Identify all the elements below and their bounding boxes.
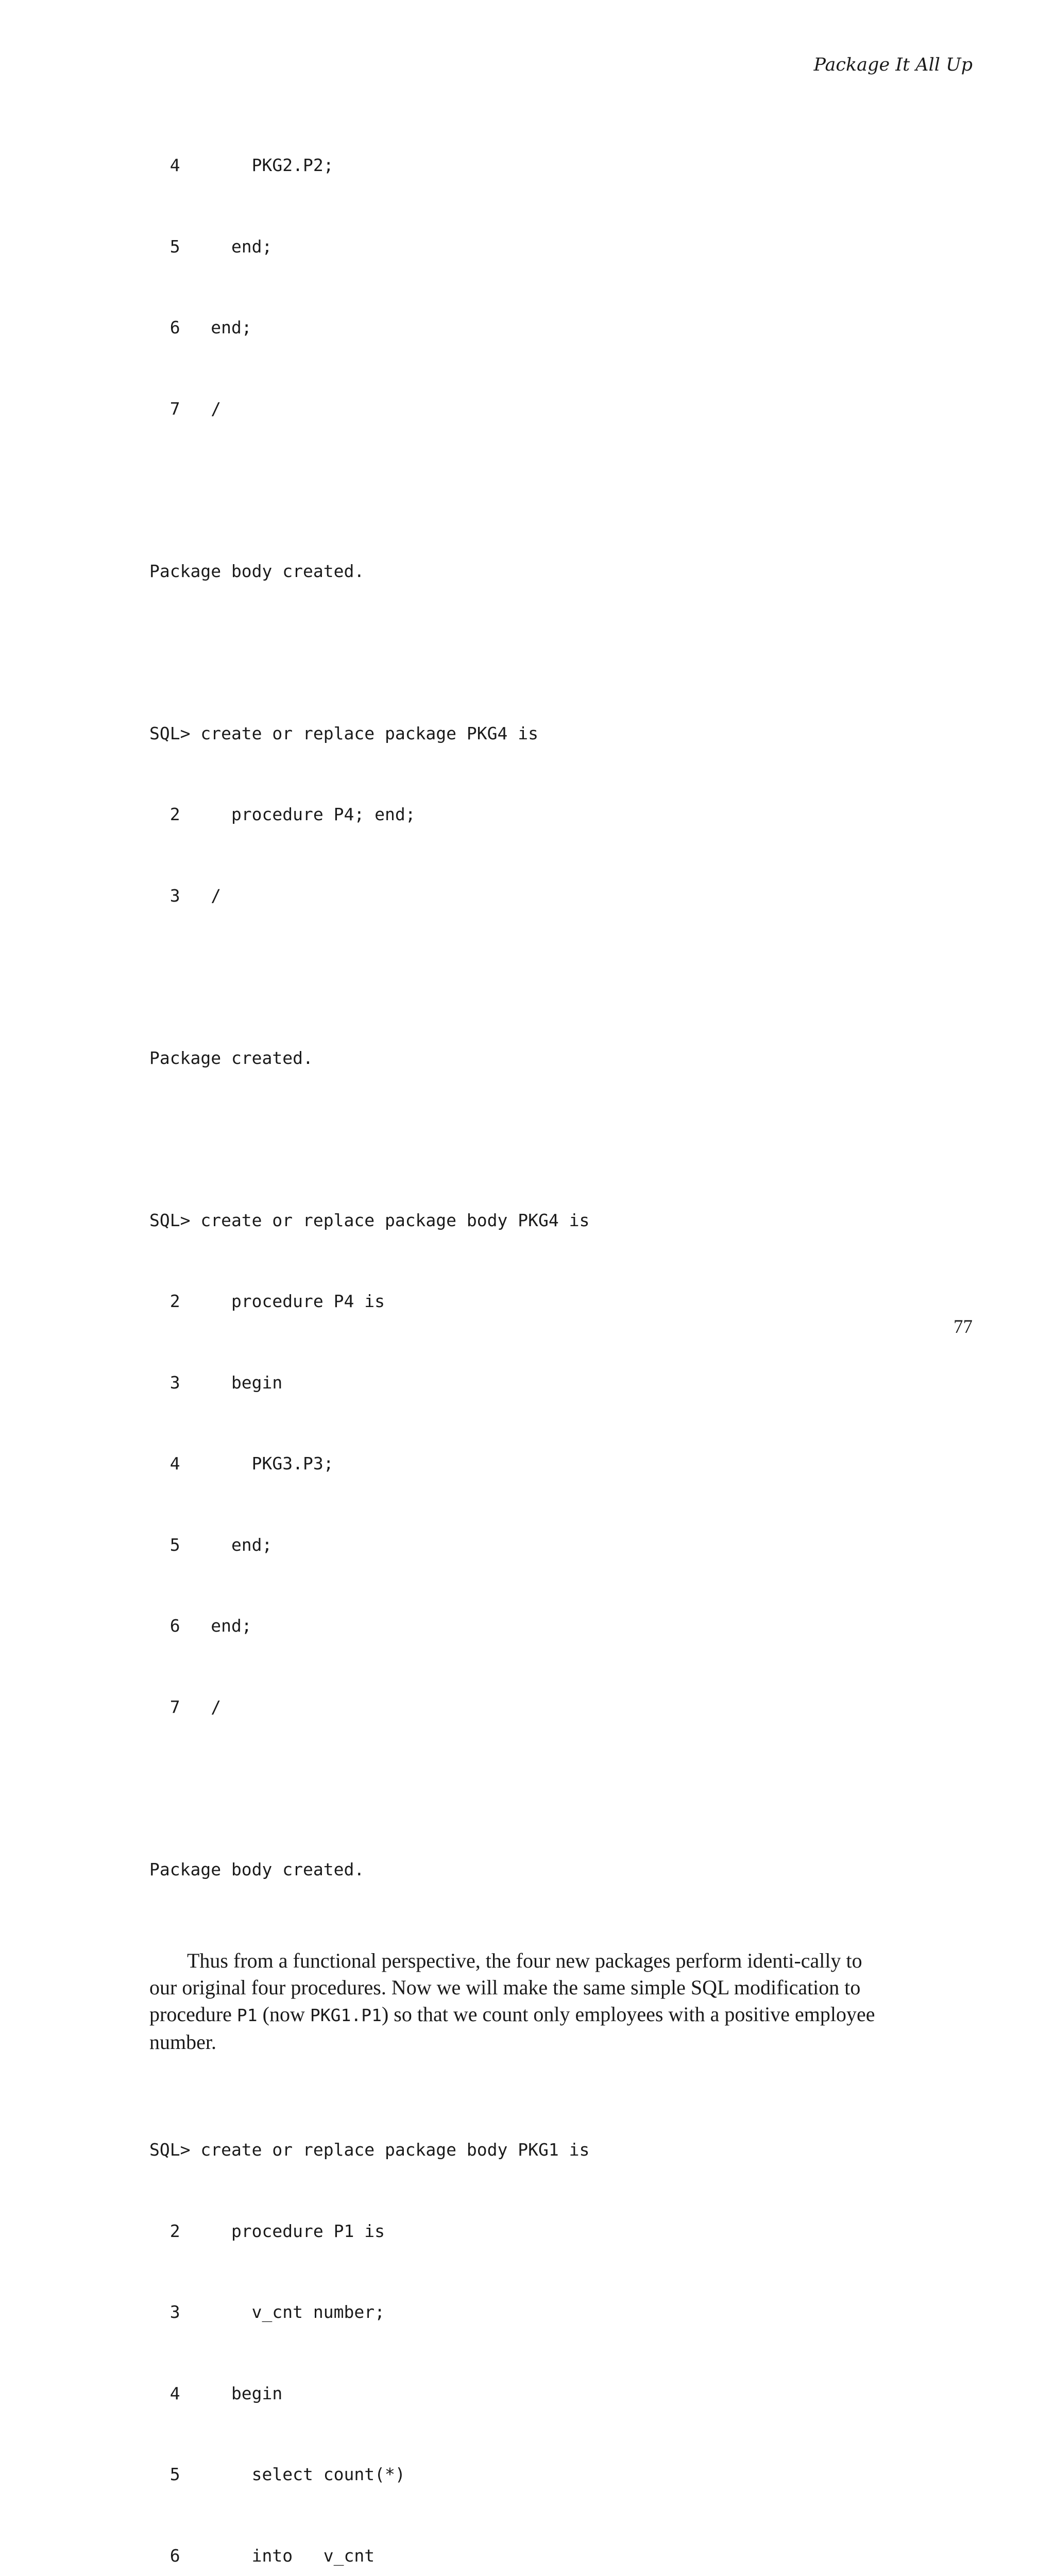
code-prompt-line: SQL> create or replace package body PKG4 is: [149, 1210, 590, 1230]
code-line: 4 begin: [149, 2383, 283, 2403]
code-line: 2 procedure P1 is: [149, 2221, 385, 2241]
code-output-line: Package body created.: [149, 561, 365, 581]
code-line: 5 select count(*): [149, 2464, 405, 2484]
code-line: 4 PKG3.P3;: [149, 1453, 334, 1473]
code-blank-line: [149, 1775, 917, 1802]
inline-code: P1: [236, 2005, 258, 2025]
code-line: 7 /: [149, 1697, 222, 1717]
code-output-line: Package body created.: [149, 1859, 365, 1879]
code-prompt-line: SQL> create or replace package body PKG1 is: [149, 2140, 590, 2160]
code-line: 7 /: [149, 398, 222, 419]
inline-code: PKG1.P1: [310, 2005, 382, 2025]
paragraph-text: Thus from a functional perspective, the four new packages perform identi-cally to our original four procedures. Now we will make the same simple SQL modification to procedure: [149, 1949, 862, 2026]
code-line: 6 end;: [149, 1616, 252, 1636]
code-line: 2 procedure P4; end;: [149, 804, 416, 824]
code-blank-line: [149, 1126, 917, 1153]
code-line: 3 /: [149, 885, 222, 906]
page-content: [149, 98, 917, 2576]
running-head: Package It All Up: [813, 55, 973, 75]
code-line: 6 into v_cnt: [149, 2545, 375, 2566]
paragraph-text: (now: [257, 2003, 310, 2026]
code-line: 5 end;: [149, 1534, 273, 1555]
code-output-line: Package created.: [149, 1047, 313, 1068]
code-block-pkg4: [149, 98, 917, 1937]
code-block-pkg1-body: [149, 2082, 917, 2576]
code-blank-line: [149, 639, 917, 666]
code-line: 3 begin: [149, 1372, 283, 1393]
code-line: 5 end;: [149, 236, 273, 257]
code-prompt-line: SQL> create or replace package PKG4 is: [149, 723, 538, 743]
body-paragraph-functional-perspective: [149, 1947, 881, 2056]
code-line: 6 end;: [149, 317, 252, 337]
code-line: 2 procedure P4 is: [149, 1291, 385, 1311]
page-number: 77: [954, 1316, 973, 1337]
code-line: 4 PKG2.P2;: [149, 155, 334, 175]
code-blank-line: [149, 477, 917, 504]
paragraph-text: ) so that we count only employees with a positive employee number.: [149, 2003, 875, 2054]
code-line: 3 v_cnt number;: [149, 2302, 385, 2322]
code-blank-line: [149, 963, 917, 991]
